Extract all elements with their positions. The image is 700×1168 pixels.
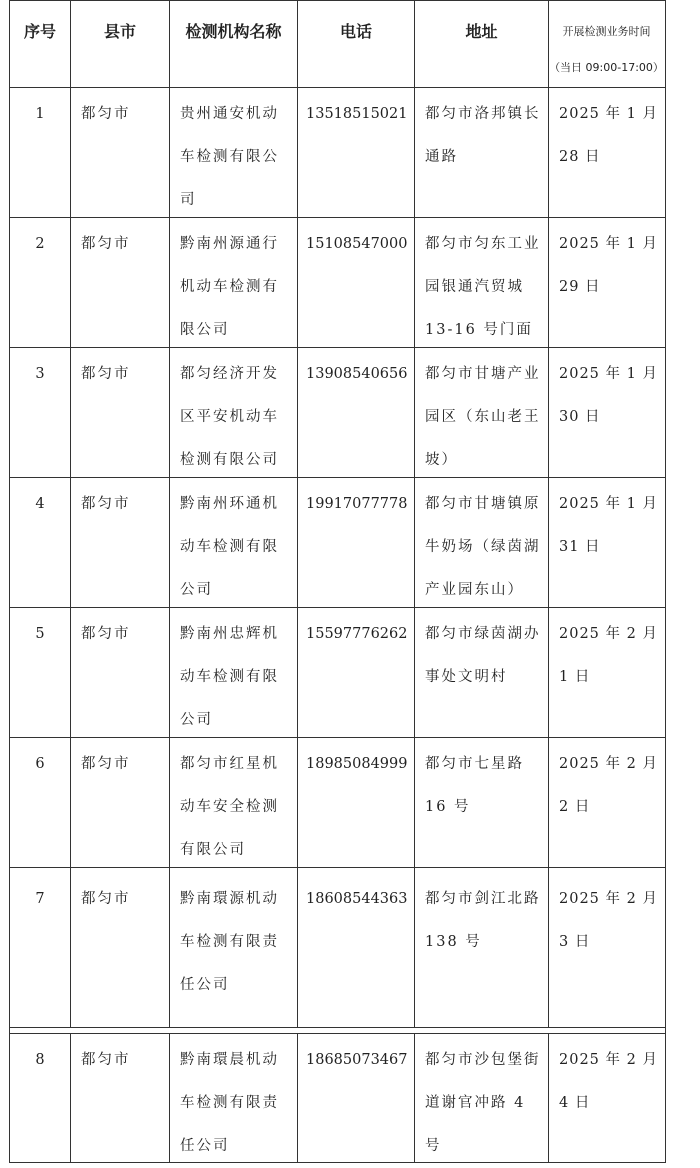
cell-seq: 2	[10, 218, 71, 347]
cell-org: 黔南環晨机动车检测有限责任公司	[170, 1034, 298, 1162]
cell-date: 2025 年 2 月 1 日	[559, 626, 658, 685]
cell-county: 都匀市	[71, 738, 170, 867]
header-county: 县市	[71, 1, 170, 87]
header-seq: 序号	[10, 1, 71, 87]
cell-address: 都匀市甘塘产业园区（东山老王坡）	[415, 348, 549, 477]
header-address: 地址	[415, 1, 549, 87]
cell-org: 贵州通安机动车检测有限公司	[170, 88, 298, 217]
cell-phone: 18985084999	[298, 738, 415, 867]
table-row	[9, 348, 666, 478]
table-row	[9, 1033, 666, 1163]
cell-county: 都匀市	[71, 1034, 170, 1162]
cell-address: 都匀市沙包堡街道谢官冲路 4 号	[415, 1034, 549, 1162]
cell-address: 都匀市绿茵湖办事处文明村	[415, 608, 549, 737]
cell-date: 2025 年 2 月 4 日	[559, 1052, 658, 1111]
cell-county: 都匀市	[71, 348, 170, 477]
cell-address: 都匀市甘塘镇原牛奶场（绿茵湖产业园东山）	[415, 478, 549, 607]
cell-date: 2025 年 2 月 2 日	[559, 756, 658, 815]
cell-org: 黔南環源机动车检测有限责任公司	[170, 868, 298, 1027]
cell-address: 都匀市剑江北路138 号	[415, 868, 549, 1027]
cell-seq: 1	[10, 88, 71, 217]
cell-seq: 4	[10, 478, 71, 607]
cell-county: 都匀市	[71, 868, 170, 1027]
cell-address: 都匀市七星路16 号	[415, 738, 549, 867]
cell-date: 2025 年 1 月 28 日	[559, 106, 658, 165]
cell-date: 2025 年 2 月 3 日	[559, 891, 658, 950]
cell-county: 都匀市	[71, 478, 170, 607]
cell-county: 都匀市	[71, 88, 170, 217]
cell-date: 2025 年 1 月 31 日	[559, 496, 658, 555]
cell-phone: 18685073467	[298, 1034, 415, 1162]
cell-phone: 13908540656	[298, 348, 415, 477]
table-row	[9, 608, 666, 738]
inspection-table	[9, 0, 666, 1163]
table-row	[9, 738, 666, 868]
table-row	[9, 88, 666, 218]
cell-phone: 19917077778	[298, 478, 415, 607]
cell-seq: 5	[10, 608, 71, 737]
cell-seq: 6	[10, 738, 71, 867]
cell-phone: 15108547000	[298, 218, 415, 347]
cell-seq: 7	[10, 868, 71, 1027]
table-row	[9, 868, 666, 1028]
table-row	[9, 218, 666, 348]
cell-phone: 13518515021	[298, 88, 415, 217]
cell-address: 都匀市匀东工业园银通汽贸城13-16 号门面	[415, 218, 549, 347]
cell-county: 都匀市	[71, 608, 170, 737]
cell-org: 都匀市红星机动车安全检测有限公司	[170, 738, 298, 867]
cell-address: 都匀市洛邦镇长通路	[415, 88, 549, 217]
header-time-cell	[549, 1, 664, 87]
cell-org: 黔南州忠辉机动车检测有限公司	[170, 608, 298, 737]
cell-phone: 18608544363	[298, 868, 415, 1027]
cell-county: 都匀市	[71, 218, 170, 347]
cell-seq: 8	[10, 1034, 71, 1162]
table-row	[9, 478, 666, 608]
cell-org: 黔南州源通行机动车检测有限公司	[170, 218, 298, 347]
cell-phone: 15597776262	[298, 608, 415, 737]
cell-date: 2025 年 1 月 30 日	[559, 366, 658, 425]
cell-org: 黔南州环通机动车检测有限公司	[170, 478, 298, 607]
header-phone: 电话	[298, 1, 415, 87]
header-time: 开展检测业务时间	[562, 25, 651, 38]
cell-org: 都匀经济开发区平安机动车检测有限公司	[170, 348, 298, 477]
cell-seq: 3	[10, 348, 71, 477]
table-header-row	[9, 0, 666, 88]
header-hours: （当日 09:00-17:00）	[549, 61, 664, 74]
header-org: 检测机构名称	[170, 1, 298, 87]
cell-date: 2025 年 1 月 29 日	[559, 236, 658, 295]
